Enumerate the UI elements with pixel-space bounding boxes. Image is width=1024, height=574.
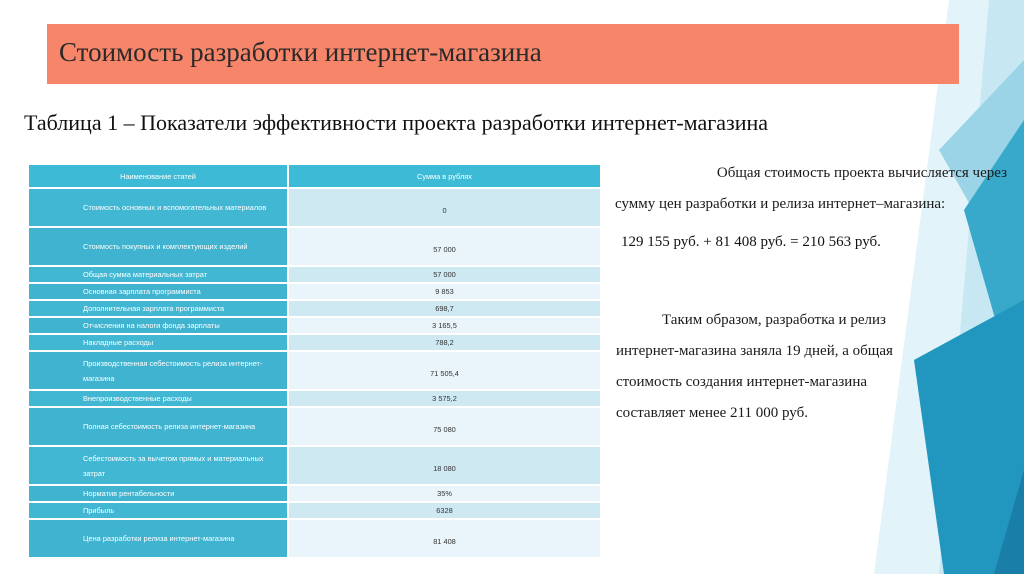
- table-row: [28, 317, 601, 334]
- table-row: [28, 283, 601, 300]
- table-row: [28, 446, 601, 485]
- table-row: [28, 334, 601, 351]
- conclusion-line: [616, 305, 978, 336]
- row-name: Отчисления на налоги фонда зарплаты: [28, 317, 288, 334]
- row-name: Стоимость покупных и комплектующих изделий: [28, 227, 288, 266]
- table-header-row: [28, 164, 601, 188]
- row-value: 75 080: [288, 407, 601, 446]
- row-name: Общая сумма материальных затрат: [28, 266, 288, 283]
- conclusion-line-text: интернет-магазина заняла 19 дней, а общая: [616, 343, 893, 359]
- row-name: Цена разработки релиза интернет-магазина: [28, 519, 288, 558]
- table-row: [28, 519, 601, 558]
- slide-title: Стоимость разработки интернет-магазина: [59, 37, 542, 67]
- row-value: 788,2: [288, 334, 601, 351]
- row-name: Себестоимость за вычетом прямых и материальных затрат: [28, 446, 288, 485]
- table-header-sum: Сумма в рублях: [288, 164, 601, 188]
- row-value: 81 408: [288, 519, 601, 558]
- row-name: Внепроизводственные расходы: [28, 390, 288, 407]
- cost-formula: 129 155 руб. + 81 408 руб. = 210 563 руб.: [621, 234, 881, 250]
- row-value: 9 853: [288, 283, 601, 300]
- conclusion-line: [616, 398, 978, 429]
- conclusion-line-text: стоимость создания интернет-магазина: [616, 374, 868, 390]
- row-value: 698,7: [288, 300, 601, 317]
- row-value: 35%: [288, 485, 601, 502]
- row-value: 3 165,5: [288, 317, 601, 334]
- table-row: [28, 390, 601, 407]
- row-value: 71 505,4: [288, 351, 601, 390]
- table-row: [28, 502, 601, 519]
- conclusion-text: [616, 305, 978, 429]
- row-value: 57 000: [288, 266, 601, 283]
- row-value: 3 575,2: [288, 390, 601, 407]
- table-row: [28, 300, 601, 317]
- table-row: [28, 351, 601, 390]
- table-row: [28, 485, 601, 502]
- row-value: 57 000: [288, 227, 601, 266]
- cost-description-line: Общая стоимость проекта вычисляется через: [716, 165, 1007, 181]
- row-name: Основная зарплата программиста: [28, 283, 288, 300]
- decorative-background: [764, 0, 1024, 574]
- row-value: 0: [288, 188, 601, 227]
- conclusion-line: [616, 367, 978, 398]
- row-value: 6328: [288, 502, 601, 519]
- row-name: Накладные расходы: [28, 334, 288, 351]
- row-name: Полная себестоимость релиза интернет-магазина: [28, 407, 288, 446]
- table-row: [28, 266, 601, 283]
- row-name: Прибыль: [28, 502, 288, 519]
- cost-description-line: сумму цен разработки и релиза интернет–магазина:: [615, 196, 946, 212]
- table-row: [28, 227, 601, 266]
- conclusion-line-text: Таким образом, разработка и релиз: [662, 312, 886, 328]
- table-row: [28, 407, 601, 446]
- conclusion-line-text: составляет менее 211 000 руб.: [616, 405, 808, 421]
- row-name: Стоимость основных и вспомогательных материалов: [28, 188, 288, 227]
- slide-title-bar: [47, 24, 959, 84]
- row-value: 18 080: [288, 446, 601, 485]
- conclusion-line: [616, 336, 978, 367]
- row-name: Дополнительная зарплата программиста: [28, 300, 288, 317]
- cost-description: [615, 158, 1011, 220]
- table-row: [28, 188, 601, 227]
- row-name: Норматив рентабельности: [28, 485, 288, 502]
- row-name: Производственная себестоимость релиза интернет-магазина: [28, 351, 288, 390]
- efficiency-table: [27, 163, 602, 559]
- table-header-name: Наименование статей: [28, 164, 288, 188]
- table-caption: Таблица 1 – Показатели эффективности проекта разработки интернет-магазина: [24, 110, 769, 135]
